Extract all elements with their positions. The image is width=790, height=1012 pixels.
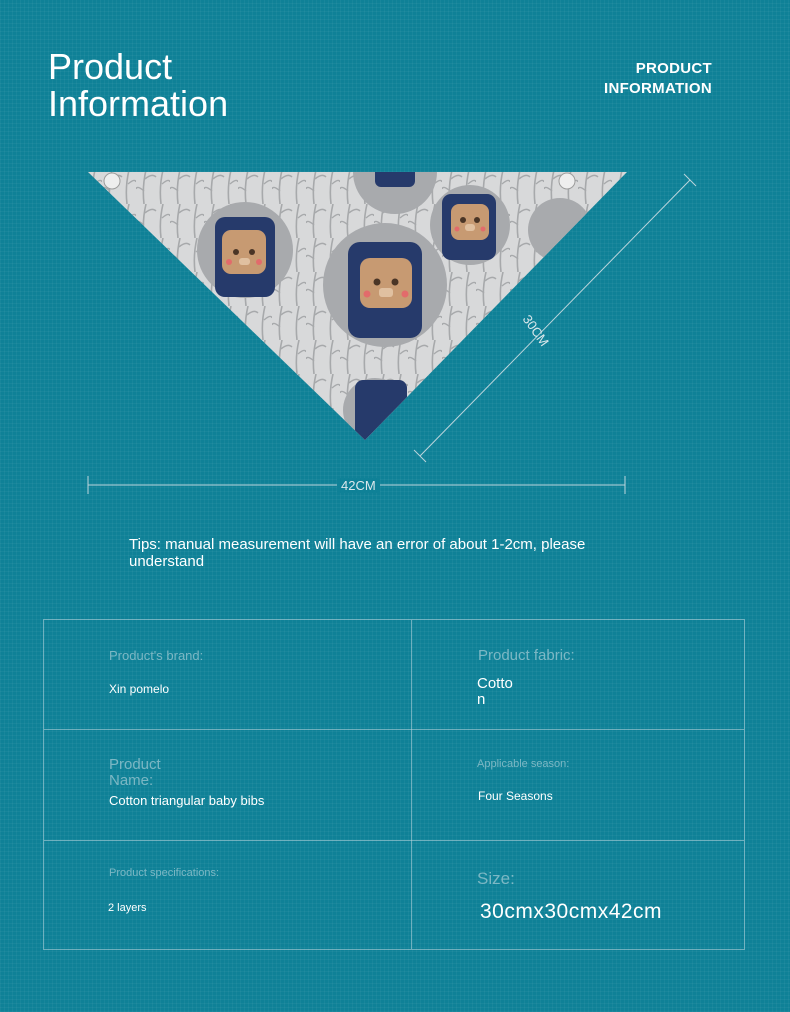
title-line-2: Information <box>48 83 229 124</box>
spec-table <box>43 619 745 950</box>
season-label: Applicable season: <box>477 758 570 770</box>
table-divider <box>411 620 412 949</box>
brand-label: Product's brand: <box>109 648 204 663</box>
product-name-value: Cotton triangular baby bibs <box>109 793 265 808</box>
product-name-label: Product Name: <box>109 756 161 789</box>
height-label: 30CM <box>519 312 552 350</box>
width-label: 42CM <box>337 478 380 493</box>
bear-motif <box>197 202 293 298</box>
title-line-1: Product <box>48 46 173 87</box>
side-heading-line-1: PRODUCT <box>635 60 712 77</box>
brand-value: Xin pomelo <box>109 682 170 696</box>
table-divider <box>44 840 744 841</box>
size-value: 30cmx30cmx42cm <box>480 900 663 923</box>
fabric-value: Cotton <box>477 675 513 708</box>
bib-illustration <box>0 160 790 510</box>
specification-label: Product specifications: <box>109 867 220 879</box>
bear-motif <box>430 185 510 265</box>
fabric-label: Product fabric: <box>478 647 575 664</box>
table-divider <box>44 729 744 730</box>
page-title <box>48 48 228 122</box>
bib-fabric <box>80 160 640 450</box>
season-value: Four Seasons <box>478 789 553 803</box>
size-label: Size: <box>477 869 515 888</box>
measurement-tip: Tips: manual measurement will have an error of about 1-2cm, please understand <box>129 536 586 570</box>
section-heading <box>512 59 712 99</box>
bear-motif <box>323 223 447 347</box>
side-heading-line-2: INFORMATION <box>603 80 712 97</box>
specification-value: 2 layers <box>108 902 147 914</box>
